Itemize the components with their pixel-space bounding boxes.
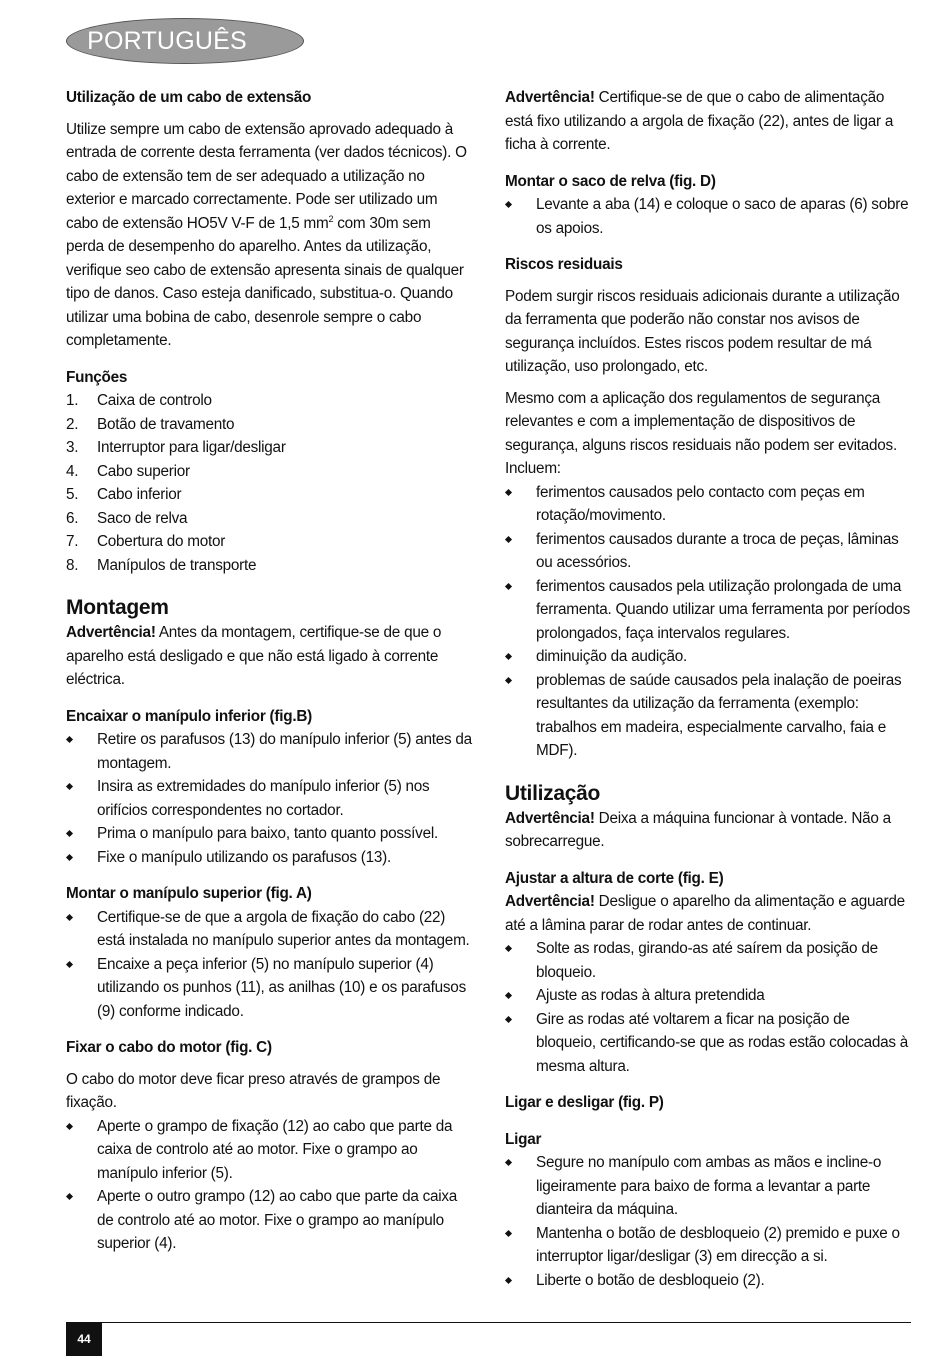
list-item: Solte as rodas, girando-as até saírem da posição de bloqueio.	[505, 937, 911, 984]
on-off-title: Ligar e desligar (fig. P)	[505, 1094, 664, 1111]
cable-warning: Advertência! Certifique-se de que o cabo de alimentação está fixo utilizando a argola de fixação (22), antes de ligar a ficha à corrente.	[505, 89, 894, 153]
list-item: Prima o manípulo para baixo, tanto quanto possível.	[66, 822, 472, 846]
list-item: ferimentos causados pela utilização prolongada de uma ferramenta. Quando utilizar uma ferramenta por períodos prolongados, faça intervalos regulares.	[505, 575, 911, 646]
lower-handle-list	[66, 728, 472, 869]
extension-cable-title: Utilização de um cabo de extensão	[66, 89, 312, 106]
bullet-icon	[505, 653, 512, 660]
list-item: Segure no manípulo com ambas as mãos e incline-o ligeiramente para baixo de forma a levantar a parte dianteira da máquina.	[505, 1151, 911, 1222]
list-item: 7. Cobertura do motor	[66, 533, 226, 550]
bullet-icon	[505, 676, 512, 683]
functions-list	[66, 389, 472, 577]
motor-cable-list	[66, 1115, 472, 1256]
list-item: Levante a aba (14) e coloque o saco de aparas (6) sobre os apoios.	[505, 193, 911, 240]
bullet-icon	[66, 783, 73, 790]
list-item: 6. Saco de relva	[66, 509, 188, 527]
language-tab: PORTUGUÊS	[66, 18, 304, 64]
upper-handle-title: Montar o manípulo superior (fig. A)	[66, 885, 312, 902]
assembly-warning: Advertência! Antes da montagem, certifique-se de que o aparelho está desligado e que não está ligado à corrente eléctrica.	[66, 624, 442, 688]
list-item: 4. Cabo superior	[66, 462, 190, 480]
bullet-icon	[505, 1276, 512, 1283]
residual-risks-title: Riscos residuais	[505, 256, 623, 273]
residual-risks-list	[505, 481, 911, 763]
footer-rule	[66, 1322, 911, 1323]
bullet-icon	[505, 992, 512, 999]
lower-handle-title: Encaixar o manípulo inferior (fig.B)	[66, 707, 312, 725]
bullet-icon	[505, 1015, 512, 1022]
bullet-icon	[505, 1229, 512, 1236]
list-item: Ajuste as rodas à altura pretendida	[505, 984, 911, 1008]
cut-height-title: Ajustar a altura de corte (fig. E)	[505, 869, 724, 887]
left-column	[66, 86, 472, 1256]
bullet-icon	[66, 853, 73, 860]
grass-bag-list	[505, 193, 911, 240]
list-item: Aperte o outro grampo (12) ao cabo que parte da caixa de controlo até ao motor. Fixe o grampo ao manípulo superior (4).	[66, 1185, 472, 1256]
list-item: 8. Manípulos de transporte	[66, 556, 257, 574]
switch-on-title: Ligar	[505, 1130, 542, 1148]
list-item: Fixe o manípulo utilizando os parafusos (13).	[66, 846, 472, 870]
right-column	[505, 86, 911, 1292]
bullet-icon	[66, 960, 73, 967]
motor-cable-title: Fixar o cabo do motor (fig. C)	[66, 1039, 272, 1056]
list-item: diminuição da audição.	[505, 645, 911, 669]
usage-heading: Utilização	[505, 781, 601, 805]
bullet-icon	[505, 1159, 512, 1166]
list-item: 2. Botão de travamento	[66, 415, 235, 433]
bullet-icon	[66, 1122, 73, 1129]
list-item: Mantenha o botão de desbloqueio (2) premido e puxe o interruptor ligar/desligar (3) em direcção a si.	[505, 1222, 911, 1269]
list-item: Liberte o botão de desbloqueio (2).	[505, 1269, 911, 1293]
switch-on-list	[505, 1151, 911, 1292]
bullet-icon	[66, 830, 73, 837]
list-item: Retire os parafusos (13) do manípulo inferior (5) antes da montagem.	[66, 728, 472, 775]
list-item: Certifique-se de que a argola de fixação do cabo (22) está instalada no manípulo superior antes da montagem.	[66, 906, 472, 953]
bullet-icon	[505, 535, 512, 542]
list-item: Insira as extremidades do manípulo inferior (5) nos orifícios correspondentes no cortador.	[66, 775, 472, 822]
usage-warning: Advertência! Deixa a máquina funcionar à vontade. Não a sobrecarregue.	[505, 809, 891, 850]
upper-handle-list	[66, 906, 472, 1024]
extension-cable-paragraph: Utilize sempre um cabo de extensão aprovado adequado à entrada de corrente desta ferramenta (ver dados técnicos). O cabo de extensão tem de ser adequado a utilização no exterior e marcado correctamente. Pode ser utilizado um cabo de extensão HO5V V-F de 1,5 $mm^2$ com 30m sem perda de desempenho do aparelho. Antes da utilização, verifique seo cabo de extensão apresenta sinais de qualquer tipo de danos. Caso esteja danificado, substitua-o. Quando utilizar uma bobina de cabo, desenrole sempre o cabo completamente.	[66, 120, 467, 349]
residual-risks-paragraph-1: Podem surgir riscos residuais adicionais durante a utilização da ferramenta que poderão não constar nos avisos de segurança incluídos. Estes riscos podem resultar de má utilização, uso prolongado, etc.	[505, 287, 900, 375]
list-item: 1. Caixa de controlo	[66, 392, 212, 409]
bullet-icon	[66, 913, 73, 920]
cut-height-list	[505, 937, 911, 1078]
page-number: 44	[66, 1322, 102, 1356]
bullet-icon	[66, 1193, 73, 1200]
bullet-icon	[505, 201, 512, 208]
list-item: ferimentos causados pelo contacto com peças em rotação/movimento.	[505, 481, 911, 528]
list-item: Gire as rodas até voltarem a ficar na posição de bloqueio, certificando-se que as rodas estão colocadas à mesma altura.	[505, 1008, 911, 1079]
list-item: 5. Cabo inferior	[66, 486, 182, 503]
bullet-icon	[505, 488, 512, 495]
bullet-icon	[66, 736, 73, 743]
bullet-icon	[505, 582, 512, 589]
bullet-icon	[505, 945, 512, 952]
list-item: Encaixe a peça inferior (5) no manípulo superior (4) utilizando os punhos (11), as anilhas (10) e os parafusos (9) conforme indicado.	[66, 953, 472, 1024]
list-item: ferimentos causados durante a troca de peças, lâminas ou acessórios.	[505, 528, 911, 575]
functions-title: Funções	[66, 368, 128, 386]
list-item: Aperte o grampo de fixação (12) ao cabo que parte da caixa de controlo até ao motor. Fixe o grampo ao manípulo inferior (5).	[66, 1115, 472, 1186]
residual-risks-paragraph-2: Mesmo com a aplicação dos regulamentos de segurança relevantes e com a implementação de dispositivos de segurança, alguns riscos residuais não podem ser evitados. Incluem:	[505, 389, 897, 477]
grass-bag-title: Montar o saco de relva (fig. D)	[505, 172, 716, 190]
assembly-heading: Montagem	[66, 596, 169, 619]
list-item: problemas de saúde causados pela inalação de poeiras resultantes da utilização da ferramenta (exemplo: trabalhos em madeira, especialmente carvalho, faia e MDF).	[505, 669, 911, 763]
list-item: 3. Interruptor para ligar/desligar	[66, 439, 286, 456]
motor-cable-paragraph: O cabo do motor deve ficar preso através de grampos de fixação.	[66, 1070, 441, 1111]
cut-height-warning: Advertência! Desligue o aparelho da alimentação e aguarde até a lâmina parar de rodar antes de continuar.	[505, 893, 905, 934]
